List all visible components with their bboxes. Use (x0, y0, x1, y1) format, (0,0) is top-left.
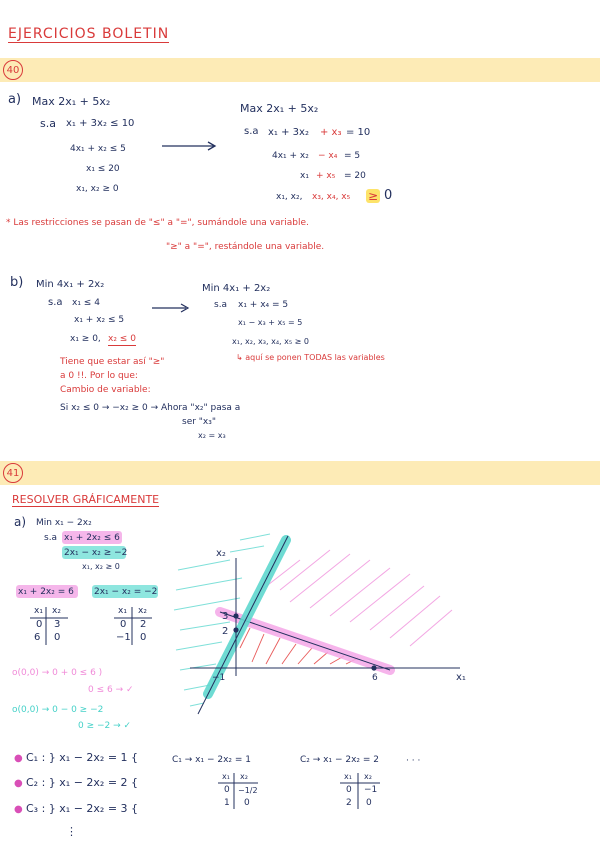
level-table-a-r1c1: 0 (224, 785, 230, 795)
graph-tick-x-neg1: −1 (212, 673, 226, 683)
ex40b-note-2: a 0 !!. Por lo que: (60, 371, 138, 381)
ex40b-change-2: ser "x₃" (182, 417, 217, 427)
table1-h2: x₂ (52, 606, 61, 616)
table2-r2c2: 0 (140, 632, 147, 643)
ex40b-std-sa: s.a (214, 300, 228, 310)
ex40a-std-c1-slack: + x₃ (320, 127, 342, 138)
ex40a-std-c1-main: x₁ + 3x₂ (268, 127, 309, 138)
check-1-q: 0 ≤ 6 → ✓ (88, 685, 134, 695)
feasible-region-graph (170, 530, 480, 760)
arrow-right-icon (150, 302, 192, 314)
bullet-icon: ● (14, 778, 23, 789)
ex40b-std-note: ↳ aquí se ponen TODAS las variables (236, 353, 385, 362)
ex40a-std-c2-rhs: = 5 (344, 151, 361, 161)
bullet-icon: ● (14, 804, 23, 815)
ex40a-note-1: * Las restricciones se pasan de "≤" a "=", sumándole una variable. (6, 218, 309, 228)
ex40b-label: b) (10, 275, 24, 290)
ex40b-note-1: Tiene que estar así "≥" (60, 357, 165, 367)
exercise-40-number: 40 (3, 60, 23, 80)
ex41-heading: RESOLVER GRÁFICAMENTE (12, 493, 160, 506)
ex40a-std-c4-rhs: 0 (384, 188, 393, 203)
ex40a-std-c4-geq: ≥ (368, 189, 379, 203)
ex40a-constraint-2: 4x₁ + x₂ ≤ 5 (70, 144, 126, 154)
exercise-40-band (0, 58, 600, 82)
ex41a-objective: Min x₁ − 2x₂ (36, 518, 92, 528)
ex40a-std-c3-main: x₁ (300, 171, 309, 181)
table2-grid (112, 605, 154, 649)
graph-y-label: x₂ (216, 548, 226, 559)
table2-r1c2: 2 (140, 619, 147, 630)
ex40a-std-objective: Max 2x₁ + 5x₂ (240, 102, 319, 115)
ex41a-constraint-1: x₁ + 2x₂ ≤ 6 (64, 533, 120, 543)
ex40a-std-c3-slack: + x₅ (316, 171, 336, 181)
table1-r2c2: 0 (54, 632, 61, 643)
check-1-p: o(0,0) → 0 + 0 ≤ 6 ) (12, 668, 103, 678)
ex40a-constraint-4: x₁, x₂ ≥ 0 (76, 184, 119, 194)
level-table-b-dots: · · · (406, 756, 421, 766)
ex40a-std-c4-main: x₁, x₂, (276, 192, 303, 202)
graph-tick-y-3: 3 (222, 611, 229, 622)
ex40a-label: a) (8, 92, 22, 107)
level-table-a-r1c2: −1/2 (238, 786, 258, 795)
level-table-a-equation: C₁ → x₁ − 2x₂ = 1 (172, 755, 252, 765)
ex40a-std-c1-rhs: = 10 (346, 127, 371, 138)
ex40b-std-c1: x₁ + x₄ = 5 (238, 300, 289, 310)
ex41a-constraint-2: 2x₁ − x₂ ≥ −2 (64, 548, 128, 558)
check-2-q: 0 ≥ −2 → ✓ (78, 721, 132, 731)
exercise-41-number: 41 (3, 463, 23, 483)
level-c1: C₁ : } x₁ − 2x₂ = 1 { (26, 751, 139, 764)
table2-r1c1: 0 (120, 619, 127, 630)
table2-r2c1: −1 (116, 632, 131, 643)
level-table-b-equation: C₂ → x₁ − 2x₂ = 2 (300, 755, 380, 765)
ex40a-sa: s.a (40, 117, 56, 130)
table2-equation: 2x₁ − x₂ = −2 (94, 587, 158, 597)
ex40b-constraint-3a: x₁ ≥ 0, (70, 334, 101, 344)
level-table-a-h2: x₂ (240, 772, 248, 781)
ex40a-std-c3-rhs: = 20 (344, 171, 366, 181)
level-c2: C₂ : } x₁ − 2x₂ = 2 { (26, 776, 139, 789)
level-table-b-grid (338, 771, 384, 811)
ex40b-objective: Min 4x₁ + 2x₂ (36, 279, 105, 290)
ex40a-constraint-1: x₁ + 3x₂ ≤ 10 (66, 118, 135, 129)
ex40b-constraint-1: x₁ ≤ 4 (72, 298, 100, 308)
ex40b-constraint-3b: x₂ ≤ 0 (108, 334, 136, 344)
level-table-b-h1: x₁ (344, 772, 352, 781)
ex40b-note-3: Cambio de variable: (60, 385, 151, 395)
level-table-b-r1c1: 0 (346, 785, 352, 795)
graph-tick-x-6: 6 (372, 673, 378, 683)
ex40b-change-3: x₂ = x₃ (198, 431, 226, 440)
ex40a-objective: Max 2x₁ + 5x₂ (32, 95, 111, 108)
table1-r1c1: 0 (36, 619, 43, 630)
ex41a-label: a) (14, 515, 27, 529)
table1-r2c1: 6 (34, 632, 41, 643)
level-table-a-r2c1: 1 (224, 798, 230, 808)
check-2-p: o(0,0) → 0 − 0 ≥ −2 (12, 705, 104, 715)
ex40a-std-c2-slack: − x₄ (318, 151, 338, 161)
ex40a-constraint-3: x₁ ≤ 20 (86, 164, 120, 174)
ex40b-std-objective: Min 4x₁ + 2x₂ (202, 283, 271, 294)
feasible-hatching (240, 628, 358, 664)
table1-equation: x₁ + 2x₂ = 6 (18, 587, 74, 597)
ex40b-sa: s.a (48, 297, 63, 308)
level-table-b-r2c2: 0 (366, 798, 372, 808)
table1-r1c2: 3 (54, 619, 61, 630)
ex40b-change: Si x₂ ≤ 0 → −x₂ ≥ 0 → Ahora "x₂" pasa a (60, 403, 241, 413)
ex40b-std-c2: x₁ − x₃ + x₅ = 5 (238, 318, 303, 327)
graph-tick-y-2: 2 (222, 626, 229, 637)
level-table-b-h2: x₂ (364, 772, 372, 781)
table1-grid (28, 605, 70, 649)
table1-h1: x₁ (34, 606, 43, 616)
ex41a-sa: s.a (44, 533, 58, 543)
ex40b-constraint-2: x₁ + x₂ ≤ 5 (74, 315, 125, 325)
ex40a-std-c4-vars: x₃, x₄, x₅ (312, 192, 351, 202)
ex40a-std-c2-main: 4x₁ + x₂ (272, 151, 309, 161)
bullet-icon: ● (14, 753, 23, 764)
level-table-a-grid (216, 771, 262, 811)
level-table-b-r2c1: 2 (346, 798, 352, 808)
graph-x-label: x₁ (456, 672, 466, 683)
table2-h1: x₁ (118, 606, 127, 616)
ex40a-note-2: "≥" a "=", restándole una variable. (166, 242, 325, 252)
level-table-b-r1c2: −1 (364, 785, 378, 795)
level-table-a-h1: x₁ (222, 772, 230, 781)
ex41a-constraint-3: x₁, x₂ ≥ 0 (82, 562, 120, 571)
table2-h2: x₂ (138, 606, 147, 616)
level-dots: ⋮ (66, 825, 77, 838)
arrow-right-icon (160, 140, 220, 152)
ex40a-std-sa: s.a (244, 126, 259, 137)
page-title: EJERCICIOS BOLETIN (8, 26, 170, 42)
level-c3: C₃ : } x₁ − 2x₂ = 3 { (26, 802, 139, 815)
exercise-41-band (0, 461, 600, 485)
ex40b-std-c3: x₁, x₂, x₃, x₄, x₅ ≥ 0 (232, 337, 309, 346)
level-table-a-r2c2: 0 (244, 798, 250, 808)
